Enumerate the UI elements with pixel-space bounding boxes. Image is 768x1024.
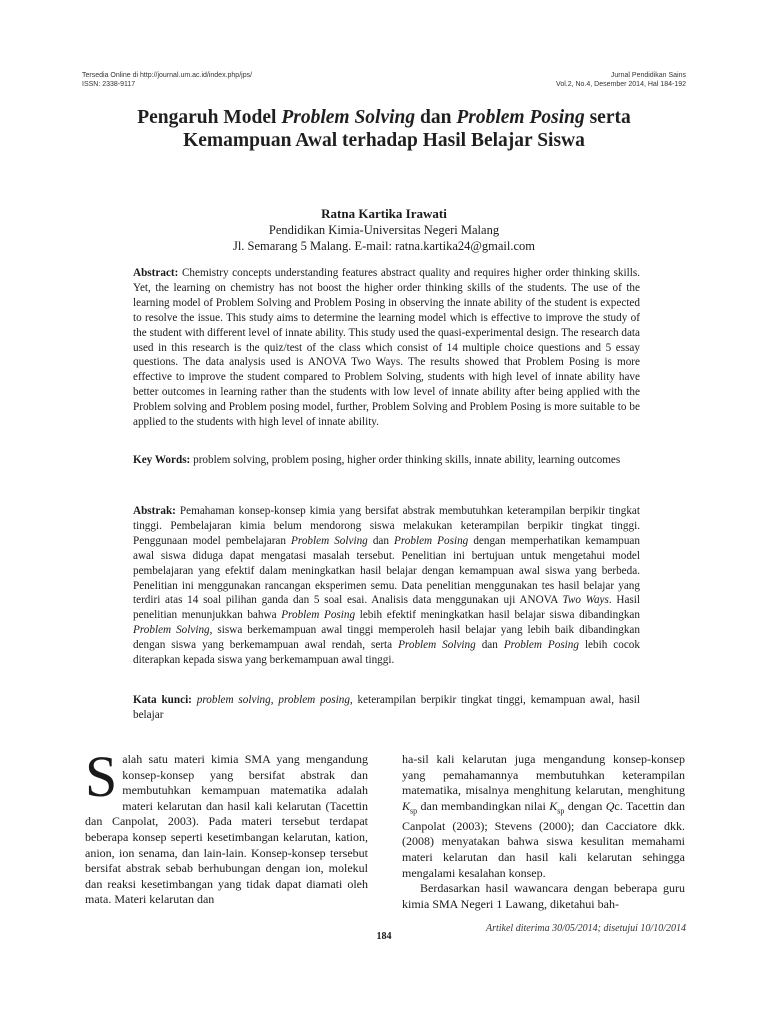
ksp-subscript: sp bbox=[410, 806, 418, 816]
journal-name: Jurnal Pendidikan Sains bbox=[610, 72, 686, 79]
abstrak-italic: Problem Solving bbox=[398, 639, 476, 652]
body-text: dengan bbox=[564, 798, 606, 813]
title-italic: Problem Solving bbox=[281, 107, 416, 128]
volume-info: Vol.2, No.4, Desember 2014, Hal 184-192 bbox=[556, 81, 686, 88]
abstrak-italic: Problem Posing bbox=[394, 534, 469, 547]
keywords-label: Key Words: bbox=[133, 454, 191, 466]
abstrak-text: dengan memperhatikan kemampuan awal siswa diduga dapat mengatasi masalah tersebut. Penelitian ini bertujuan untuk mengetahui model pembelajaran yang efektif dalam meningkatkan hasil belajar dengan kemampuan awal siswa yang berbeda. Penelitian ini menggunakan rancangan eksperimen semu. Data penelitian menggunakan tes hasil belajar yang terdiri atas 14 soal pilihan ganda dan 5 soal esai. Analisis data menggunakan uji ANOVA bbox=[133, 534, 640, 607]
kata-kunci-italic: problem solving bbox=[196, 694, 271, 706]
keywords-english bbox=[133, 453, 640, 468]
ksp-symbol: K bbox=[549, 798, 558, 813]
abstract-english bbox=[133, 266, 640, 430]
article-title bbox=[82, 106, 686, 152]
body-text: ha-sil kali kelarutan juga mengandung konsep-konsep yang pemahamannya membutuhkan keterampilan matematika, misalnya menghitung kelarutan, menghitung bbox=[402, 752, 685, 798]
title-text: dan bbox=[415, 107, 457, 128]
author-block bbox=[82, 206, 686, 254]
journal-header-left bbox=[82, 71, 252, 89]
page-number: 184 bbox=[376, 931, 392, 942]
abstrak-italic: Problem Solving bbox=[133, 624, 210, 637]
abstrak-text: dan bbox=[475, 639, 504, 652]
abstrak-italic: Problem Solving bbox=[291, 534, 368, 547]
online-availability-text: Tersedia Online di http://journal.um.ac.id/index.php/jps/ bbox=[82, 72, 253, 79]
author-address: Jl. Semarang 5 Malang. E-mail: ratna.kartika24@gmail.com bbox=[232, 239, 536, 253]
ksp-subscript: sp bbox=[557, 806, 565, 816]
article-received-note: Artikel diterima 30/05/2014; disetujui 10/10/2014 bbox=[486, 923, 686, 934]
kata-kunci-italic: problem posing bbox=[278, 694, 350, 706]
abstrak-text: lebih efektif meningkatkan hasil belajar siswa dibandingkan bbox=[355, 609, 640, 622]
abstrak-text: , siswa berkemampuan awal tinggi memperoleh hasil belajar yang lebih baik dibandingkan dengan siswa yang berkemampuan awal rendah, serta bbox=[133, 624, 640, 652]
body-text: c. Tacettin dan Canpolat (2003); Stevens (2000); dan Cacciatore dkk. (2008) menyatakan bahwa siswa kesulitan memahami materi kelarutan dan hasil kali kelarutan sehingga mengalami kesalahan konsep. bbox=[402, 798, 685, 880]
abstract-indonesian bbox=[133, 504, 640, 668]
abstrak-text: . Hasil penelitian menunjukkan bahwa bbox=[133, 594, 640, 622]
abstract-label: Abstract: bbox=[133, 267, 179, 279]
kata-kunci-text: , bbox=[270, 694, 279, 706]
abstrak-italic: Problem Posing bbox=[281, 609, 356, 622]
ksp-symbol: K bbox=[402, 798, 411, 813]
body-paragraph-2: Berdasarkan hasil wawancara dengan beberapa guru kimia SMA Negeri 1 Lawang, diketahui bah- bbox=[402, 881, 685, 911]
keywords-text: problem solving, problem posing, higher order thinking skills, innate ability, learning outcomes bbox=[190, 454, 621, 466]
kata-kunci-text: , keterampilan berpikir tingkat tinggi, kemampuan awal, hasil belajar bbox=[133, 694, 640, 721]
abstract-text: Chemistry concepts understanding features abstract quality and requires higher order thinking skills. Yet, the learning on chemistry has not boost the higher order thinking skills of the students. The use of the learning model of Problem Solving and Problem Posing in observing the innate ability of the student is expected to resolve the issue. This study aims to determine the learning model which is effective to improve the study of the student with different level of innate ability. This study used the quasi-experimental design. The research data used in this research is the quiz/test of the class which consist of 14 multiple choice questions and 5 essay questions. The data analysis used is ANOVA Two Ways. The results showed that Problem Posing is more effective to improve the student compared to Problem Solving, students with high level of innate ability have better outcomes in learning rather than the students with low level of innate ability after being applied with the Problem solving and Problem posing model, further, Problem Solving and Problem Posing is more suitable to be applied to the students with high level of innate ability. bbox=[133, 267, 640, 429]
kata-kunci-label: Kata kunci: bbox=[133, 694, 192, 706]
abstrak-italic: Problem Posing bbox=[503, 639, 579, 652]
issn-text: ISSN: 2338-9117 bbox=[82, 81, 136, 88]
drop-cap: S bbox=[85, 744, 118, 809]
body-column-right bbox=[402, 752, 685, 912]
keywords-indonesian bbox=[133, 693, 640, 723]
qc-symbol: Q bbox=[605, 798, 615, 813]
abstrak-italic: Two Ways bbox=[562, 594, 609, 607]
body-column-left bbox=[85, 744, 368, 908]
title-text: serta bbox=[584, 107, 631, 128]
author-name: Ratna Kartika Irawati bbox=[321, 206, 447, 221]
author-affiliation: Pendidikan Kimia-Universitas Negeri Malang bbox=[268, 223, 500, 237]
abstrak-text: dan bbox=[367, 534, 395, 547]
abstrak-label: Abstrak: bbox=[133, 505, 176, 517]
body-paragraph: alah satu materi kimia SMA yang mengandung konsep-konsep yang bersifat abstrak dan membutuhkan kemampuan matematika adalah materi kelarutan dan hasil kali kelarutan (Tacettin dan Canpolat, 2003). Pada materi tersebut terdapat beberapa konsep seperti kesetimbangan kelarutan, kation, anion, ion senama, dan lain-lain. Konsep-konsep tersebut bersifat abstrak sebab berhubungan dengan ion, molekul dan reaksi kesetimbangan yang tidak dapat diamati oleh mata. Materi kelarutan dan bbox=[85, 752, 368, 907]
body-text: dan membandingkan nilai bbox=[417, 798, 550, 813]
journal-header-right bbox=[556, 71, 686, 89]
title-italic: Problem Posing bbox=[456, 107, 585, 128]
abstrak-text: Pemahaman konsep-konsep kimia yang bersifat abstrak membutuhkan keterampilan berpikir tingkat tinggi. Pembelajaran kimia belum mendorong siswa melakukan keterampilan berpikir tingkat tinggi. Penggunaan model pembelajaran bbox=[133, 505, 640, 547]
title-text: Pengaruh Model bbox=[137, 107, 282, 128]
title-line-2: Kemampuan Awal terhadap Hasil Belajar Siswa bbox=[183, 130, 585, 151]
abstrak-text: lebih cocok diterapkan kepada siswa yang berkemampuan awal tinggi. bbox=[133, 639, 640, 667]
body-paragraph bbox=[402, 752, 685, 880]
title-line-1 bbox=[82, 106, 686, 129]
